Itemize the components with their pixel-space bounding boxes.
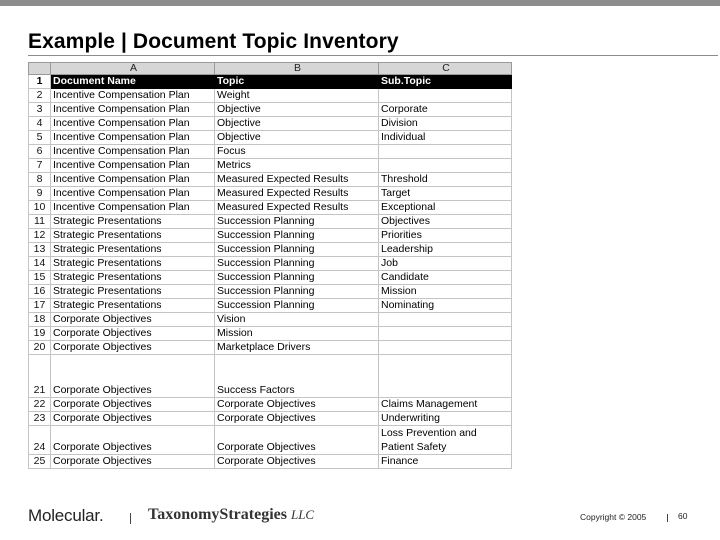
row-number-cell: 13 <box>29 243 51 257</box>
slide-title: Example | Document Topic Inventory <box>28 30 399 53</box>
document-name-cell: Incentive Compensation Plan <box>51 173 215 187</box>
row-number-cell: 17 <box>29 299 51 313</box>
table-row <box>29 103 512 117</box>
row-number-cell: 18 <box>29 313 51 327</box>
topic-cell: Measured Expected Results <box>215 173 379 187</box>
topic-cell: Vision <box>215 313 379 327</box>
document-name-cell: Strategic Presentations <box>51 299 215 313</box>
subtopic-cell: Loss Prevention and Patient Safety <box>379 426 512 455</box>
row-number-cell: 21 <box>29 355 51 398</box>
row-number-cell: 23 <box>29 412 51 426</box>
subtopic-cell: Target <box>379 187 512 201</box>
subtopic-cell: Leadership <box>379 243 512 257</box>
row-number-cell: 9 <box>29 187 51 201</box>
topic-cell: Success Factors <box>215 355 379 398</box>
subtopic-cell: Individual <box>379 131 512 145</box>
subtopic-cell <box>379 89 512 103</box>
topic-cell: Corporate Objectives <box>215 398 379 412</box>
row-number-cell: 24 <box>29 426 51 455</box>
column-header-row <box>29 63 512 75</box>
row-number-cell: 16 <box>29 285 51 299</box>
subtopic-cell: Division <box>379 117 512 131</box>
taxonomy-strategies-llc: LLC <box>290 507 315 522</box>
table-row <box>29 215 512 229</box>
topic-cell: Corporate Objectives <box>215 412 379 426</box>
topic-cell: Objective <box>215 131 379 145</box>
topic-cell: Objective <box>215 103 379 117</box>
document-name-cell: Corporate Objectives <box>51 412 215 426</box>
topic-cell: Objective <box>215 117 379 131</box>
topic-cell: Mission <box>215 327 379 341</box>
subtopic-cell <box>379 145 512 159</box>
topic-cell: Succession Planning <box>215 243 379 257</box>
row-number-cell: 2 <box>29 89 51 103</box>
topic-cell: Focus <box>215 145 379 159</box>
subtopic-cell: Job <box>379 257 512 271</box>
subtopic-cell: Claims Management <box>379 398 512 412</box>
subtopic-cell <box>379 313 512 327</box>
header-row <box>29 75 512 89</box>
table-row <box>29 117 512 131</box>
subtopic-cell: Objectives <box>379 215 512 229</box>
document-name-cell: Strategic Presentations <box>51 271 215 285</box>
subtopic-cell <box>379 159 512 173</box>
table-row <box>29 89 512 103</box>
topic-cell: Succession Planning <box>215 257 379 271</box>
row-number-cell: 25 <box>29 455 51 469</box>
topic-cell: Weight <box>215 89 379 103</box>
table-row <box>29 271 512 285</box>
table-row <box>29 131 512 145</box>
row-number-cell: 5 <box>29 131 51 145</box>
row-number-cell: 7 <box>29 159 51 173</box>
document-name-cell: Incentive Compensation Plan <box>51 145 215 159</box>
page-number: 60 <box>678 511 688 521</box>
row-number-cell: 4 <box>29 117 51 131</box>
subtopic-cell <box>379 355 512 398</box>
subtopic-cell: Exceptional <box>379 201 512 215</box>
table-row <box>29 145 512 159</box>
document-name-cell: Document Name <box>51 75 215 89</box>
table-row <box>29 355 512 398</box>
document-name-cell: Corporate Objectives <box>51 426 215 455</box>
table-row <box>29 412 512 426</box>
document-name-cell: Incentive Compensation Plan <box>51 117 215 131</box>
topic-cell: Corporate Objectives <box>215 426 379 455</box>
subtopic-cell: Threshold <box>379 173 512 187</box>
document-name-cell: Strategic Presentations <box>51 257 215 271</box>
row-number-cell: 11 <box>29 215 51 229</box>
document-name-cell: Strategic Presentations <box>51 243 215 257</box>
table-row <box>29 327 512 341</box>
table-row <box>29 243 512 257</box>
topic-cell: Succession Planning <box>215 285 379 299</box>
document-name-cell: Incentive Compensation Plan <box>51 187 215 201</box>
document-name-cell: Corporate Objectives <box>51 355 215 398</box>
topic-cell: Succession Planning <box>215 229 379 243</box>
top-accent-bar <box>0 0 720 6</box>
row-number-cell: 20 <box>29 341 51 355</box>
row-number-cell: 10 <box>29 201 51 215</box>
subtopic-cell: Nominating <box>379 299 512 313</box>
topic-cell: Topic <box>215 75 379 89</box>
table-row <box>29 285 512 299</box>
table-row <box>29 426 512 455</box>
footer-page-divider <box>667 514 668 522</box>
table-row <box>29 257 512 271</box>
topic-cell: Metrics <box>215 159 379 173</box>
topic-cell: Succession Planning <box>215 299 379 313</box>
footer-divider <box>130 513 131 524</box>
row-number-cell: 14 <box>29 257 51 271</box>
table-row <box>29 229 512 243</box>
subtopic-cell: Corporate <box>379 103 512 117</box>
taxonomy-strategies-logo <box>148 506 314 524</box>
document-name-cell: Incentive Compensation Plan <box>51 89 215 103</box>
table-row <box>29 299 512 313</box>
table-row <box>29 187 512 201</box>
document-name-cell: Strategic Presentations <box>51 229 215 243</box>
row-number-cell: 3 <box>29 103 51 117</box>
document-name-cell: Strategic Presentations <box>51 285 215 299</box>
topic-cell: Marketplace Drivers <box>215 341 379 355</box>
row-number-cell: 1 <box>29 75 51 89</box>
subtopic-cell <box>379 341 512 355</box>
topic-cell: Corporate Objectives <box>215 455 379 469</box>
document-name-cell: Corporate Objectives <box>51 313 215 327</box>
row-number-cell: 6 <box>29 145 51 159</box>
topic-cell: Measured Expected Results <box>215 201 379 215</box>
table-row <box>29 341 512 355</box>
subtopic-cell: Underwriting <box>379 412 512 426</box>
table-row <box>29 455 512 469</box>
topic-cell: Succession Planning <box>215 215 379 229</box>
topic-cell: Measured Expected Results <box>215 187 379 201</box>
row-number-cell: 8 <box>29 173 51 187</box>
table-row <box>29 173 512 187</box>
title-divider <box>28 55 718 56</box>
subtopic-cell: Finance <box>379 455 512 469</box>
copyright-text: Copyright © 2005 <box>580 512 647 522</box>
document-name-cell: Strategic Presentations <box>51 215 215 229</box>
document-name-cell: Corporate Objectives <box>51 455 215 469</box>
spreadsheet-body <box>29 63 512 469</box>
row-number-cell: 12 <box>29 229 51 243</box>
document-name-cell: Incentive Compensation Plan <box>51 201 215 215</box>
column-header-c: C <box>379 63 512 75</box>
table-row <box>29 201 512 215</box>
spreadsheet-table <box>28 62 512 469</box>
row-number-cell: 15 <box>29 271 51 285</box>
subtopic-cell: Sub.Topic <box>379 75 512 89</box>
topic-cell: Succession Planning <box>215 271 379 285</box>
subtopic-cell: Candidate <box>379 271 512 285</box>
document-name-cell: Corporate Objectives <box>51 341 215 355</box>
document-name-cell: Incentive Compensation Plan <box>51 131 215 145</box>
column-header-b: B <box>215 63 379 75</box>
subtopic-cell: Priorities <box>379 229 512 243</box>
document-name-cell: Incentive Compensation Plan <box>51 159 215 173</box>
row-number-cell: 19 <box>29 327 51 341</box>
molecular-logo: Molecular. <box>28 506 104 525</box>
subtopic-cell: Mission <box>379 285 512 299</box>
table-row <box>29 398 512 412</box>
corner-cell <box>29 63 51 75</box>
table-row <box>29 159 512 173</box>
row-number-cell: 22 <box>29 398 51 412</box>
document-name-cell: Incentive Compensation Plan <box>51 103 215 117</box>
column-header-a: A <box>51 63 215 75</box>
taxonomy-strategies-name: TaxonomyStrategies <box>148 506 287 523</box>
document-name-cell: Corporate Objectives <box>51 327 215 341</box>
table-row <box>29 313 512 327</box>
document-name-cell: Corporate Objectives <box>51 398 215 412</box>
subtopic-cell <box>379 327 512 341</box>
